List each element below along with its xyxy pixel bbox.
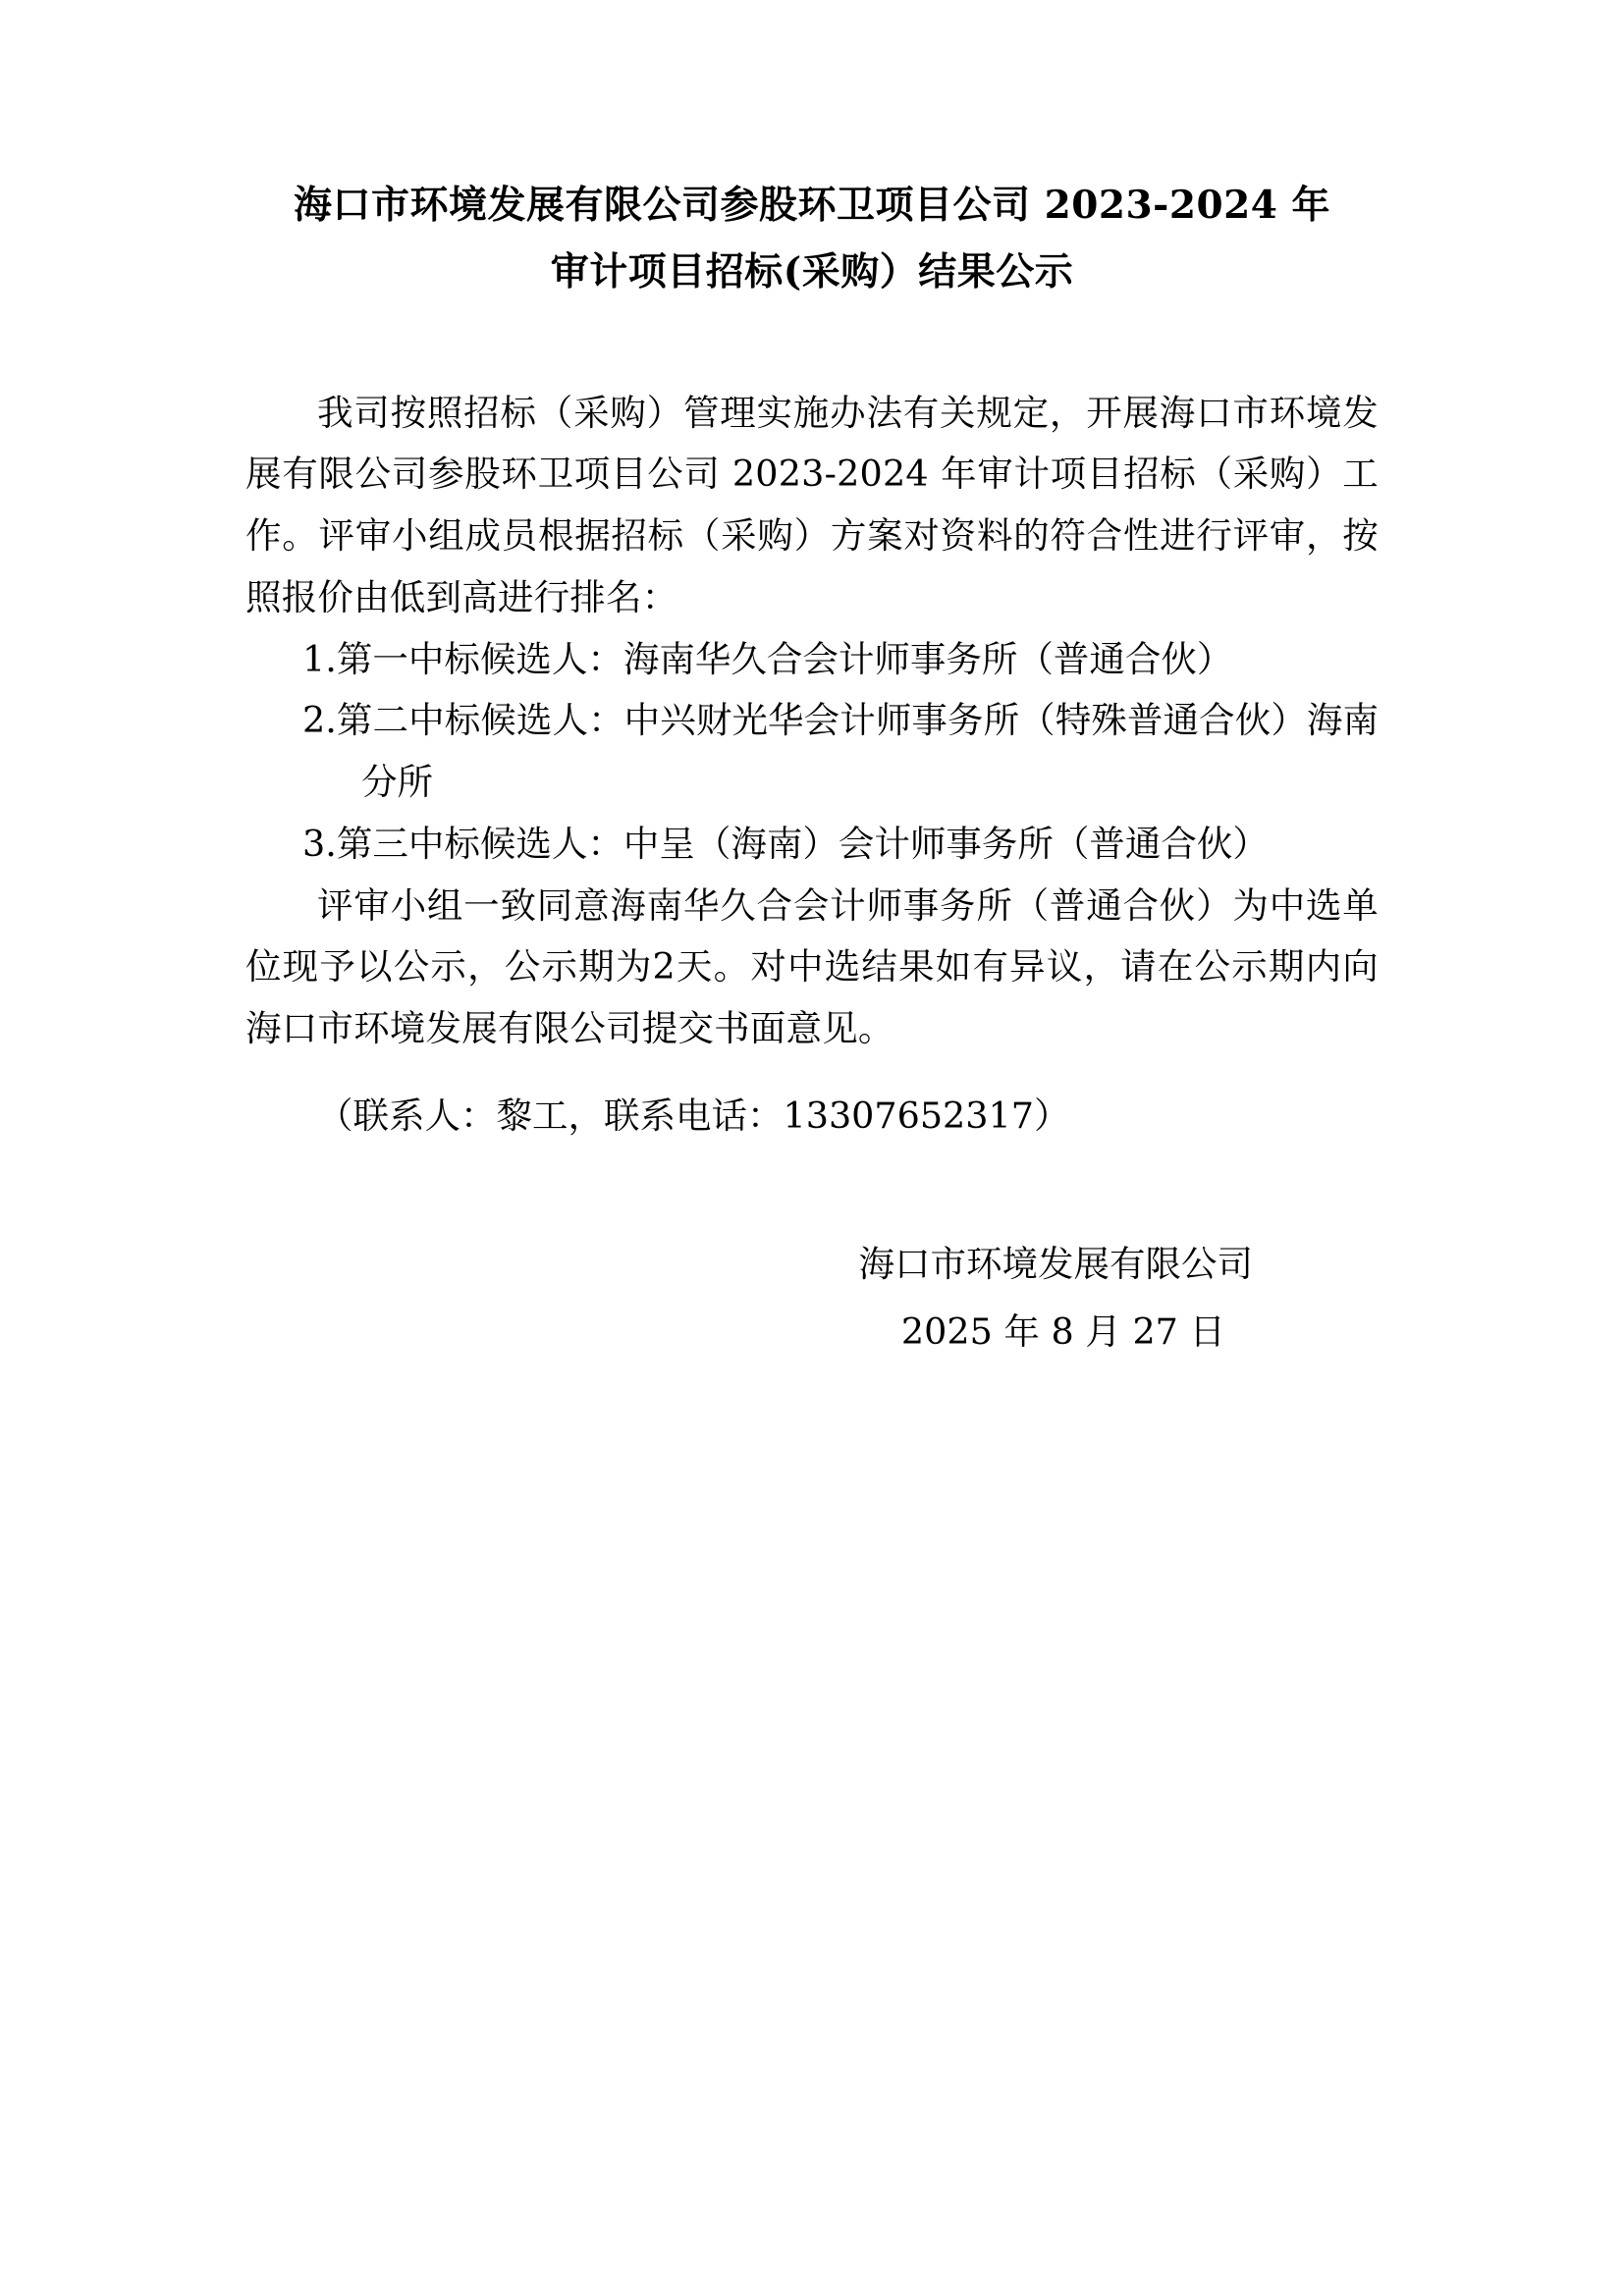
candidate-name: 中兴财光华会计师事务所（特殊普通合伙）海南分所 [361,699,1380,804]
list-item [245,814,1379,876]
conclusion-paragraph: 评审小组一致同意海南华久合会计师事务所（普通合伙）为中选单位现予以公示，公示期为2天。对中选结果如有异议，请在公示期内向海口市环境发展有限公司提交书面意见。 [245,883,1379,1050]
candidate-name: 海南华久合会计师事务所（普通合伙） [623,637,1233,680]
candidate-name: 中呈（海南）会计师事务所（普通合伙） [623,822,1269,865]
page-title-line-2: 审计项目招标(采购）结果公示 [550,249,1074,295]
list-item [245,690,1379,814]
candidate-label: 第三中标候选人： [336,822,623,865]
paragraph-spacer [245,1060,1379,1086]
document-body [245,383,1379,1366]
signature-date: 2025 年 8 月 27 日 [900,1310,1225,1354]
candidate-index: 3. [302,822,337,865]
signature-block [245,1230,1379,1366]
contact-line: （联系人：黎工，联系电话：13307652317） [317,1094,1070,1137]
candidate-label: 第二中标候选人： [336,699,624,742]
candidate-label: 第一中标候选人： [336,637,623,680]
signature-organization: 海口市环境发展有限公司 [858,1242,1253,1285]
page-title-line-1: 海口市环境发展有限公司参股环卫项目公司 2023-2024 年 [294,183,1330,228]
list-item [245,629,1379,691]
intro-paragraph: 我司按照招标（采购）管理实施办法有关规定，开展海口市环境发展有限公司参股环卫项目公司 2023-2024 年审计项目招标（采购）工作。评审小组成员根据招标（采购）方案对资料的符合性进行评审，按照报价由低到高进行排名： [245,391,1379,618]
page-title [245,172,1379,306]
candidate-list [245,629,1379,876]
candidate-index: 1. [302,637,337,680]
candidate-index: 2. [302,699,337,742]
